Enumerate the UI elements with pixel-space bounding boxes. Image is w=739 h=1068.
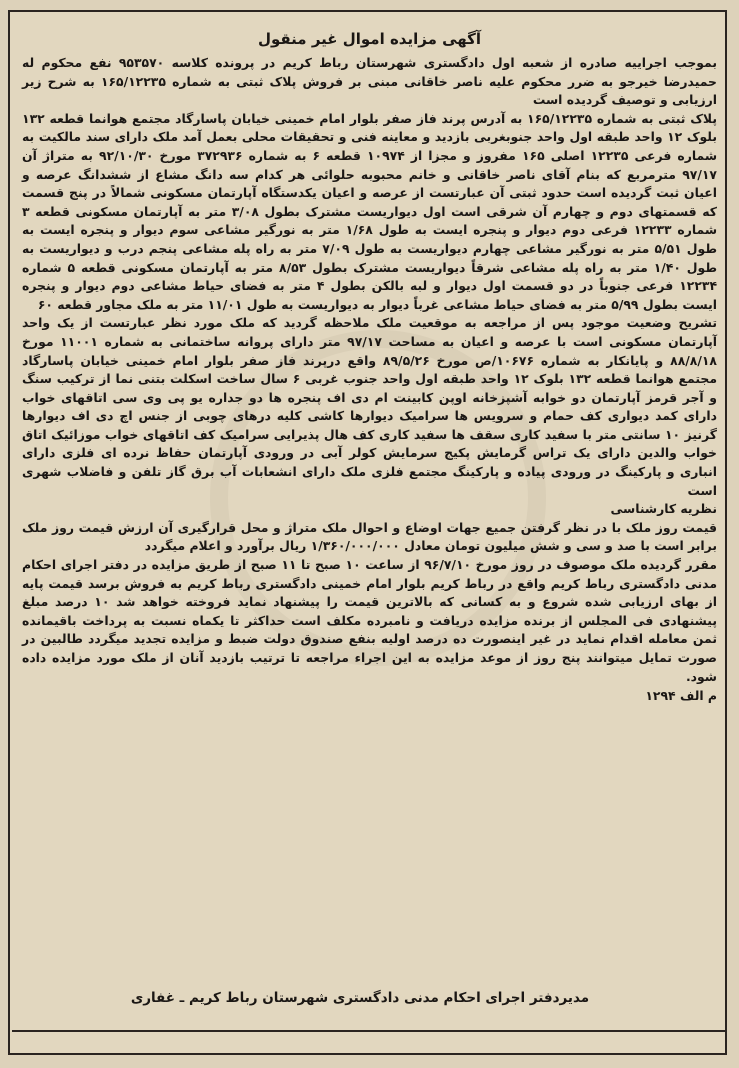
- expert-opinion-heading: نظریه کارشناسی: [610, 501, 717, 517]
- property-description: پلاک ثبتی به شماره ۱۶۵/۱۲۲۳۵ به آدرس پرند فاز صفر بلوار امام خمینی خیابان پاسارگاد مجتمع هوانما قطعه ۱۳۲ بلوک ۱۲ واحد طبقه اول واحد جنوبغربی بازدید و معاینه فنی و تحقیقات محلی بعمل آمد ملک دارای سند مالکیت به شماره فرعی ۱۲۲۳۵ اصلی ۱۶۵ مفروز و مجزا از ۱۰۹۷۴ قطعه ۶ به شماره ۳۷۲۹۳۶ مورخ ۹۲/۱۰/۳۰ به متراژ آن ۹۷/۱۷ مترمربع که بنام آقای ناصر خاقانی و خانم محبوبه حلوائی هر کدام سه دانگ مشاع از ششدانگ عرصه و اعیان ثبت گردیده است حدود ثبتی آن عبارتست از عرصه و اعیان یکدستگاه آپارتمان مسکونی شمالاً در پنج قسمت که قسمتهای دوم و چهارم آن شرقی است اول دیواریست مشترک بطول ۳/۰۸ متر به آپارتمان مسکونی قطعه ۳ شماره ۱۲۲۳۳ فرعی دوم دیوار و پنجره ایست به طول ۱/۶۸ متر به نورگیر مشاعی سوم دیوار و پنجره ایست به طول ۵/۵۱ متر به نورگیر مشاعی چهارم دیواریست به طول ۷/۰۹ متر به راه پله مشاعی پنجم درب و دیواریست به طول ۱/۴۰ متر به راه پله مشاعی شرقاً دیواریست مشترک بطول ۸/۵۳ متر به آپارتمان مسکونی قطعه ۵ شماره ۱۲۲۳۴ فرعی جنوباً در دو قسمت اول دیوار و لبه بالکن بطول ۴ متر به فضای حیاط مشاعی دوم دیوار و پنجره ایست بطول ۵/۹۹ متر به فضای حیاط مشاعی غرباً دیوار به دیواریست به طول ۱۱/۰۱ متر به ملک مجاور قطعه ۶۰: [22, 110, 718, 312]
- bottom-divider: [12, 1030, 727, 1032]
- property-state: تشریح وضعیت موجود پس از مراجعه به موقعیت ملک ملاحظه گردید که ملک مورد نظر عبارتست از یک واحد آپارتمان مسکونی است با عرصه و اعیان به مساحت ۹۷/۱۷ متر دارای پروانه ساختمانی به شماره ۱۱۰۰۱ مورخ ۸۸/۸/۱۸ و پایانکار به شماره ۱۰۶۷۶/ص مورخ ۸۹/۵/۲۶ واقع درپرند فاز صفر بلوار امام خمینی خیابان پاسارگاد مجتمع هوانما قطعه ۱۳۲ بلوک ۱۲ واحد طبقه اول واحد جنوب غربی ۶ سال ساخت اسکلت بتنی نما از ترکیب سنگ و آجر قرمز آپارتمان دو خوابه آشپزخانه اوپن کابینت ام دی اف پنجره ها دو جداره یو پی وی سی اتاقهای خواب دارای کمد دیواری کف حمام و سرویس ها سرامیک دیوارها کاشی کلیه درهای چوبی از جنس اچ دی اف دیوارها گرنیز ۱۰ سانتی متر با سفید کاری سقف ها سفید کاری کف هال پذیرایی سرامیک کف اتاقهای خواب موزائیک اتاق خواب والدین دارای یک تراس گرمایش پکیج سرمایش کولر آبی در ورودی آپارتمان حفاظ نرده ای فلزی دارای انباری و پارکینگ در ورودی پیاده و پارکینگ مجتمع فلزی ملک دارای انشعابات آب برق گاز تلفن و فاضلاب شهری است: [22, 315, 717, 498]
- notice-title: آگهی مزایده اموال غیر منقول: [257, 30, 482, 48]
- auction-terms: مقرر گردیده ملک موصوف در روز مورخ ۹۶/۷/۱۰ از ساعت ۱۰ صبح تا ۱۱ صبح از طریق مزایده در دفتر اجرای احکام مدنی دادگستری رباط کریم واقع در رباط کریم بلوار امام خمینی دادگستری رباط کریم به فروش برسد قیمت پایه از بهای ارزیابی شده شروع و به کسانی که بالاترین قیمت را پیشنهاد نماید فروخته خواهد شد ۱۰ درصد مبلغ پیشنهادی فی المجلس از برنده مزایده دریافت و نامبرده مکلف است حداکثر تا یکماه نسبت به پرداخت باقیمانده ثمن معامله اقدام نماید در غیر اینصورت ده درصد اولیه بنفع صندوق دولت ضبط و مزایده تجدید میگردد طالبین در صورت تمایل میتوانند پنج روز از موعد مزایده به این اجراء مراجعه تا ترتیب بازدید آنان از ملک مورد مزایده داده شود.: [22, 557, 717, 684]
- signature-line: مدیردفتر اجرای احکام مدنی دادگستری شهرستان رباط کریم ـ غفاری: [130, 990, 590, 1006]
- notice-body: [22, 28, 717, 705]
- valuation-text: قیمت روز ملک با در نظر گرفتن جمیع جهات اوضاع و احوال ملک متراژ و محل قرارگیری آن ارزش قیمت روز ملک برابر است با صد و سی و شش میلیون تومان معادل ۱/۳۶۰/۰۰۰/۰۰۰ ریال برآورد و اعلام میگردد: [22, 519, 717, 554]
- notice-intro: بموجب اجراییه صادره از شعبه اول دادگستری شهرستان رباط کریم در پرونده کلاسه ۹۵۳۵۷۰ نفع محکوم له حمیدرضا خیرجو به ضرر محکوم علیه ناصر خاقانی مبنی بر فروش پلاک ثبتی به شماره ۱۶۵/۱۲۲۳۵ به شرح زیر ارزیابی و توصیف گردیده است: [22, 55, 717, 108]
- notice-code: م الف ۱۲۹۴: [645, 688, 717, 704]
